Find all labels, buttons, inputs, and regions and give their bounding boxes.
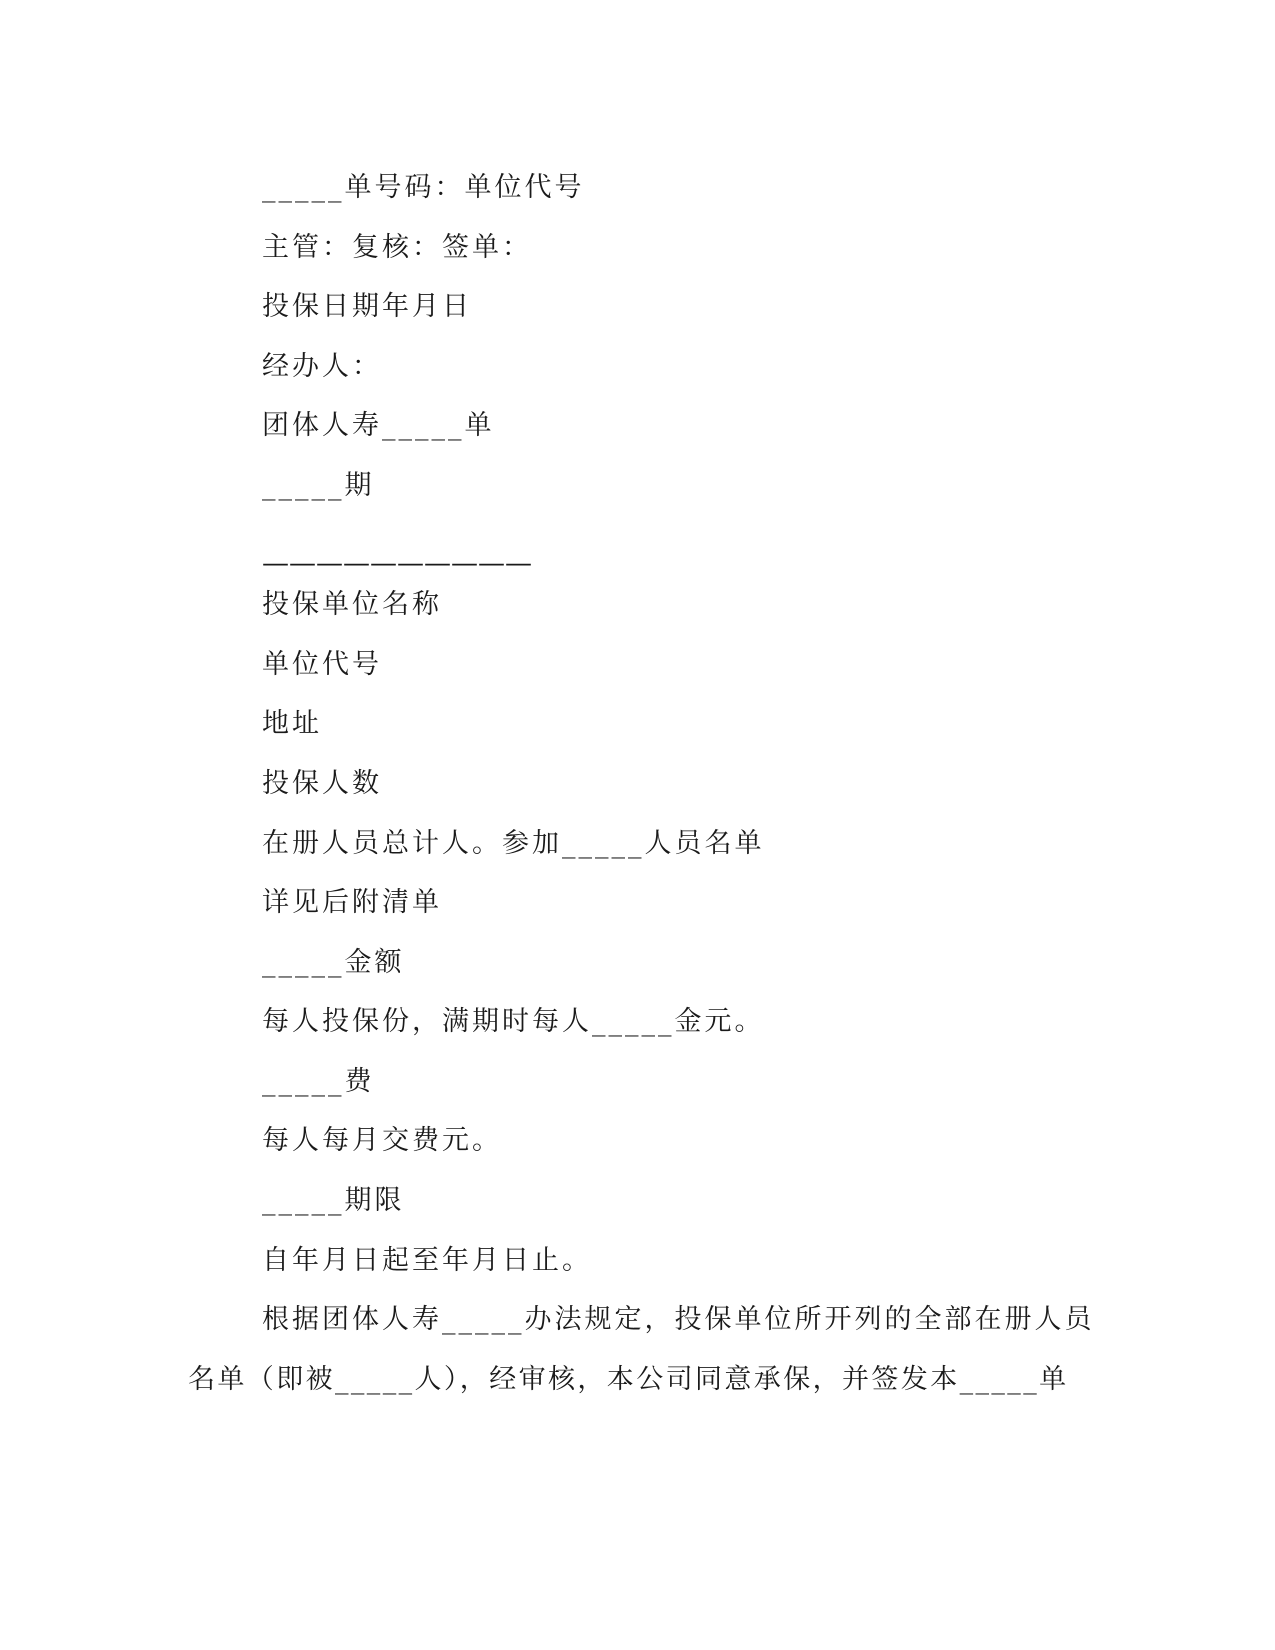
- group-life-title: 团体人寿_____单: [262, 410, 495, 441]
- unit-name-label: 投保单位名称: [262, 589, 442, 620]
- fee-label: _____费: [262, 1066, 375, 1097]
- paragraph-line-2: 名单（即被_____人），经审核，本公司同意承保，并签发本_____单: [188, 1364, 1069, 1395]
- term-dates-line: 自年月日起至年月日止。: [262, 1245, 592, 1276]
- signatures-line: 主管：复核：签单：: [262, 232, 532, 263]
- handler-line: 经办人：: [262, 351, 382, 382]
- attached-list-line: 详见后附清单: [262, 887, 442, 918]
- address-label: 地址: [262, 708, 322, 739]
- monthly-fee-line: 每人每月交费元。: [262, 1125, 502, 1156]
- unit-code-label: 单位代号: [262, 649, 382, 680]
- term-label: _____期限: [262, 1185, 405, 1216]
- insured-count-label: 投保人数: [262, 768, 382, 799]
- paragraph-line-1: 根据团体人寿_____办法规定，投保单位所开列的全部在册人员: [262, 1304, 1095, 1335]
- period-line: _____期: [262, 470, 375, 501]
- amount-label: _____金额: [262, 947, 405, 978]
- shares-line: 每人投保份，满期时每人_____金元。: [262, 1006, 765, 1037]
- staff-total-line: 在册人员总计人。参加_____人员名单: [262, 828, 765, 859]
- application-date-line: 投保日期年月日: [262, 291, 472, 322]
- dash-divider: ——————————: [262, 548, 532, 579]
- policy-number-line: _____单号码：单位代号: [262, 172, 585, 203]
